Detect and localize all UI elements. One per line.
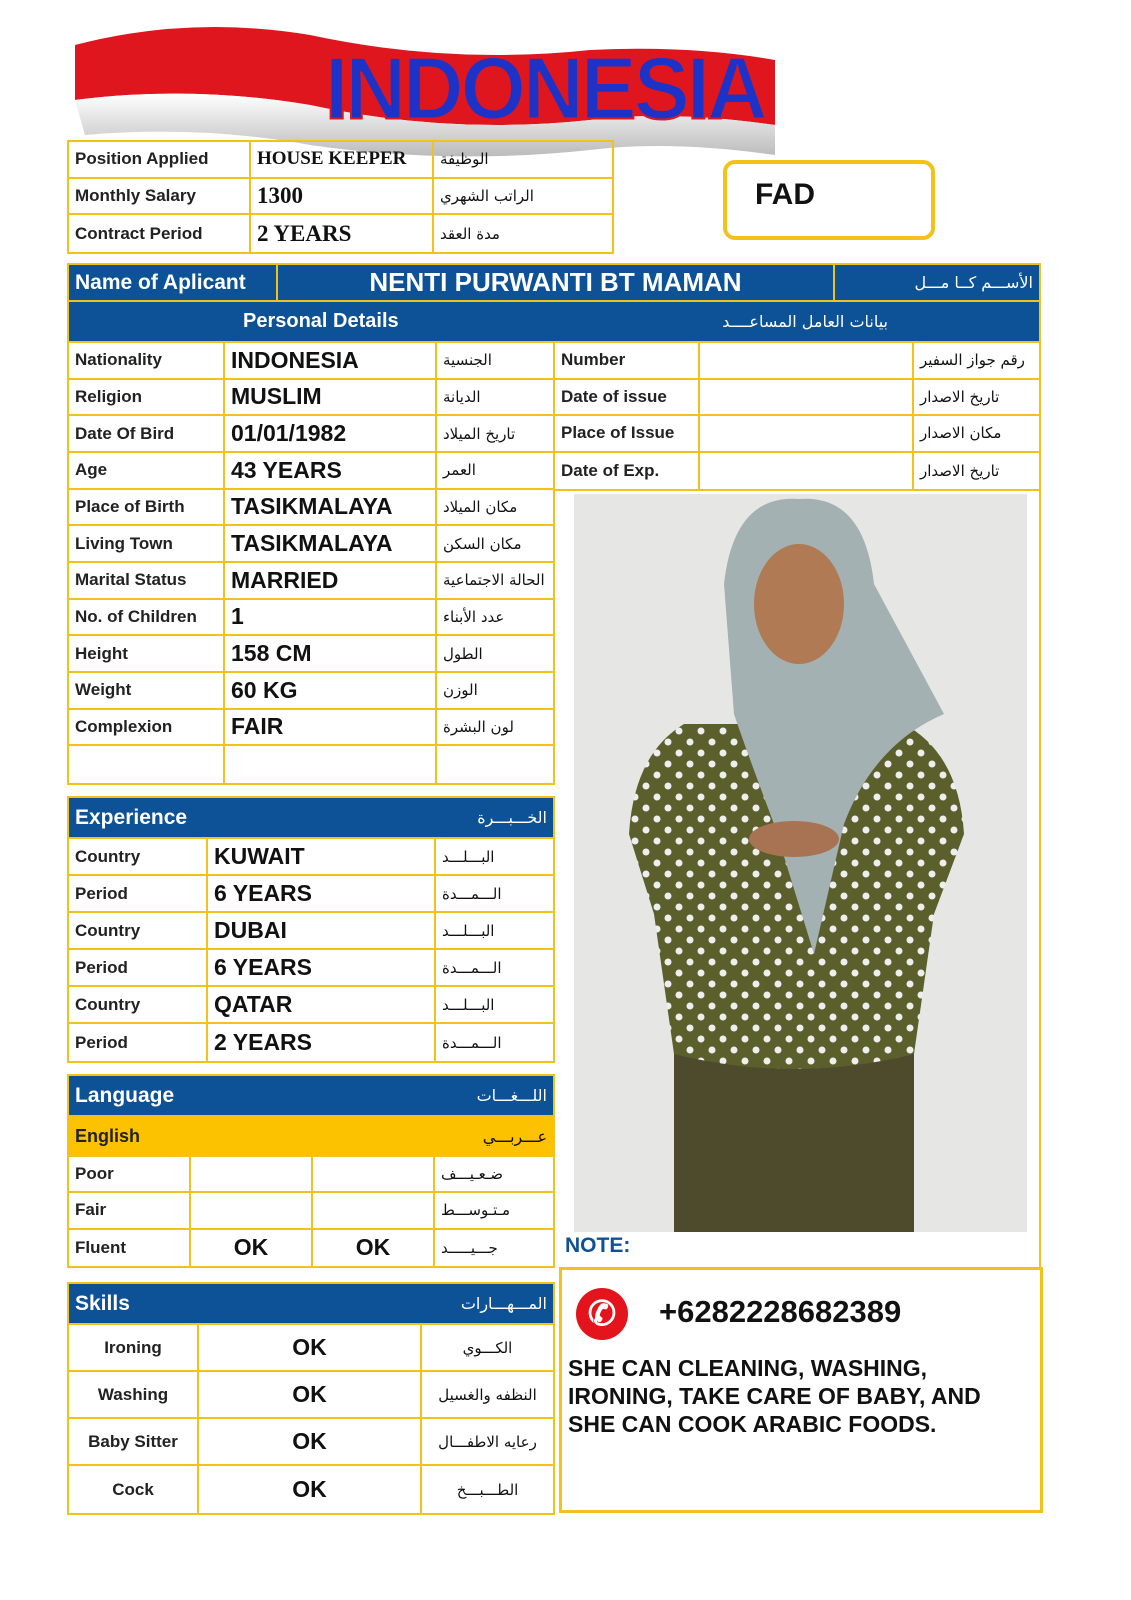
personal-ar: لون البشرة	[443, 717, 514, 736]
personal-row	[69, 343, 553, 380]
top-row	[69, 215, 612, 252]
personal-ar: مكان السكن	[443, 534, 522, 553]
skills-row	[69, 1466, 553, 1513]
experience-ar: البـــلـــد	[442, 921, 495, 940]
passport-value	[700, 380, 914, 415]
personal-label: Height	[69, 636, 225, 671]
passport-table	[553, 341, 1041, 491]
language-row	[69, 1193, 553, 1229]
skills-value: OK	[199, 1372, 422, 1417]
experience-value: DUBAI	[208, 913, 436, 948]
personal-value: MUSLIM	[225, 380, 437, 415]
passport-value	[700, 453, 914, 490]
skills-row	[69, 1325, 553, 1372]
top-row	[69, 179, 612, 216]
personal-ar: الحالة الاجتماعية	[443, 571, 545, 590]
experience-row	[69, 913, 553, 950]
skills-value: OK	[199, 1325, 422, 1370]
passport-ar: مكان الاصدار	[920, 424, 1002, 443]
personal-ar: العمر	[443, 461, 476, 480]
personal-label: Living Town	[69, 526, 225, 561]
experience-ar: الـــمـــدة	[442, 958, 502, 977]
skills-row	[69, 1372, 553, 1419]
experience-value: 6 YEARS	[208, 950, 436, 985]
personal-label: Nationality	[69, 343, 225, 378]
experience-value: QATAR	[208, 987, 436, 1022]
personal-row	[69, 416, 553, 453]
personal-ar	[437, 746, 553, 783]
skills-label: Ironing	[69, 1325, 199, 1370]
experience-title-ar: الخـــبـــرة	[477, 808, 547, 827]
language-label: Fair	[69, 1193, 191, 1227]
language-arv	[313, 1193, 435, 1227]
top-value: HOUSE KEEPER	[251, 142, 434, 177]
language-ar: ضـعـيـــف	[441, 1165, 503, 1184]
skills-label: Washing	[69, 1372, 199, 1417]
personal-value: INDONESIA	[225, 343, 437, 378]
personal-ar: الوزن	[443, 681, 478, 700]
passport-label: Place of Issue	[555, 416, 700, 451]
skills-value: OK	[199, 1419, 422, 1464]
experience-row	[69, 1024, 553, 1061]
language-english-label: English	[75, 1125, 141, 1146]
top-label: Contract Period	[69, 215, 251, 252]
experience-row	[69, 950, 553, 987]
language-en	[191, 1193, 313, 1227]
language-arabic-label: عـــربـــي	[482, 1126, 547, 1146]
personal-ar: الطول	[443, 644, 483, 663]
personal-value: 60 KG	[225, 673, 437, 708]
personal-row	[69, 673, 553, 710]
skills-ar: رعايه الاطفـــال	[438, 1432, 537, 1451]
skills-label: Cock	[69, 1466, 199, 1513]
top-label: Monthly Salary	[69, 179, 251, 214]
job-table	[67, 140, 614, 254]
personal-ar: الديانة	[443, 387, 481, 406]
experience-value: 6 YEARS	[208, 876, 436, 911]
applicant-name: NENTI PURWANTI BT MAMAN	[278, 265, 835, 300]
top-ar: الراتب الشهري	[440, 186, 534, 205]
skills-value: OK	[199, 1466, 422, 1513]
name-label-ar: الأســـم كــا مـــل	[914, 273, 1033, 292]
personal-value: 1	[225, 600, 437, 635]
passport-row	[555, 380, 1039, 417]
phone-number[interactable]: +6282228682389	[659, 1294, 902, 1329]
skills-ar: الطـــبـــخ	[456, 1480, 519, 1499]
personal-value: TASIKMALAYA	[225, 526, 437, 561]
skills-ar: الكـــوي	[462, 1338, 513, 1357]
personal-row	[69, 600, 553, 637]
personal-value: MARRIED	[225, 563, 437, 598]
personal-label: Weight	[69, 673, 225, 708]
personal-label	[69, 746, 225, 783]
experience-label: Country	[69, 987, 208, 1022]
personal-label: No. of Children	[69, 600, 225, 635]
phone-icon: ✆	[576, 1288, 628, 1340]
language-row	[69, 1157, 553, 1193]
passport-row	[555, 343, 1039, 380]
language-label: Fluent	[69, 1230, 191, 1266]
personal-row	[69, 746, 553, 783]
experience-label: Country	[69, 839, 208, 874]
passport-row	[555, 416, 1039, 453]
passport-row	[555, 453, 1039, 490]
experience-label: Period	[69, 950, 208, 985]
language-en: OK	[191, 1230, 313, 1266]
experience-label: Period	[69, 876, 208, 911]
note-box	[559, 1267, 1043, 1513]
language-label: Poor	[69, 1157, 191, 1191]
language-subheader	[67, 1115, 555, 1157]
personal-table	[67, 341, 555, 785]
personal-row	[69, 526, 553, 563]
language-title: Language	[75, 1083, 175, 1107]
personal-row	[69, 636, 553, 673]
note-label: NOTE:	[565, 1234, 631, 1257]
passport-value	[700, 343, 914, 378]
experience-ar: الـــمـــدة	[442, 1033, 502, 1052]
language-ar: جـــيـــــد	[441, 1238, 498, 1257]
language-row	[69, 1230, 553, 1266]
language-arv: OK	[313, 1230, 435, 1266]
note-text: SHE CAN CLEANING, WASHING, IRONING, TAKE CARE OF BABY, AND SHE CAN COOK ARABIC FOODS.	[568, 1355, 981, 1437]
skills-title: Skills	[75, 1291, 130, 1315]
top-row	[69, 142, 612, 179]
code-box	[723, 160, 935, 240]
skills-ar: النظفه والغسيل	[438, 1385, 537, 1404]
experience-ar: البـــلـــد	[442, 995, 495, 1014]
experience-row	[69, 876, 553, 913]
skills-label: Baby Sitter	[69, 1419, 199, 1464]
applicant-photo	[574, 494, 1027, 1232]
banner-title: INDONESIA	[325, 38, 765, 138]
personal-label: Complexion	[69, 710, 225, 745]
top-value: 1300	[251, 179, 434, 214]
personal-value: FAIR	[225, 710, 437, 745]
top-label: Position Applied	[69, 142, 251, 177]
language-title-ar: اللـــغـــات	[476, 1086, 547, 1105]
top-ar: مدة العقد	[440, 224, 500, 243]
experience-table	[67, 837, 555, 1063]
personal-row	[69, 490, 553, 527]
personal-value: 158 CM	[225, 636, 437, 671]
personal-ar: مكان الميلاد	[443, 497, 518, 516]
personal-value	[225, 746, 437, 783]
language-arv	[313, 1157, 435, 1191]
top-ar: الوظيفة	[440, 150, 489, 169]
personal-label: Date Of Bird	[69, 416, 225, 451]
personal-details-title: Personal Details	[243, 310, 399, 332]
language-table	[67, 1155, 555, 1268]
passport-label: Number	[555, 343, 700, 378]
personal-label: Age	[69, 453, 225, 488]
passport-value	[700, 416, 914, 451]
personal-ar: عدد الأبناء	[443, 607, 505, 626]
passport-ar: رقم جواز السفير	[920, 351, 1025, 370]
language-ar: مـتـوســـط	[441, 1201, 511, 1220]
language-header	[67, 1074, 555, 1117]
applicant-name-row	[67, 263, 1041, 302]
passport-label: Date of issue	[555, 380, 700, 415]
experience-ar: الـــمـــدة	[442, 884, 502, 903]
top-value: 2 YEARS	[251, 215, 434, 252]
experience-row	[69, 839, 553, 876]
personal-ar: تاريخ الميلاد	[443, 424, 516, 443]
passport-ar: تاريخ الاصدار	[920, 387, 1000, 406]
experience-value: KUWAIT	[208, 839, 436, 874]
personal-value: 01/01/1982	[225, 416, 437, 451]
name-label: Name of Aplicant	[69, 265, 278, 300]
code-text: FAD	[755, 178, 815, 211]
language-en	[191, 1157, 313, 1191]
personal-value: TASIKMALAYA	[225, 490, 437, 525]
experience-ar: البـــلـــد	[442, 847, 495, 866]
passport-label: Date of Exp.	[555, 453, 700, 490]
personal-value: 43 YEARS	[225, 453, 437, 488]
personal-label: Place of Birth	[69, 490, 225, 525]
experience-header	[67, 796, 555, 839]
experience-row	[69, 987, 553, 1024]
experience-title: Experience	[75, 805, 188, 829]
personal-details-title-ar: بيانات العامل المساعــــد	[722, 312, 888, 331]
personal-details-header	[67, 300, 1041, 343]
personal-row	[69, 380, 553, 417]
experience-label: Country	[69, 913, 208, 948]
experience-label: Period	[69, 1024, 208, 1061]
experience-value: 2 YEARS	[208, 1024, 436, 1061]
skills-title-ar: المـــهـــارات	[460, 1294, 547, 1313]
personal-row	[69, 563, 553, 600]
personal-label: Marital Status	[69, 563, 225, 598]
skills-header	[67, 1282, 555, 1325]
personal-row	[69, 710, 553, 747]
personal-ar: الجنسية	[443, 351, 492, 370]
passport-ar: تاريخ الاصدار	[920, 461, 1000, 480]
skills-row	[69, 1419, 553, 1466]
personal-row	[69, 453, 553, 490]
personal-label: Religion	[69, 380, 225, 415]
skills-table	[67, 1323, 555, 1515]
